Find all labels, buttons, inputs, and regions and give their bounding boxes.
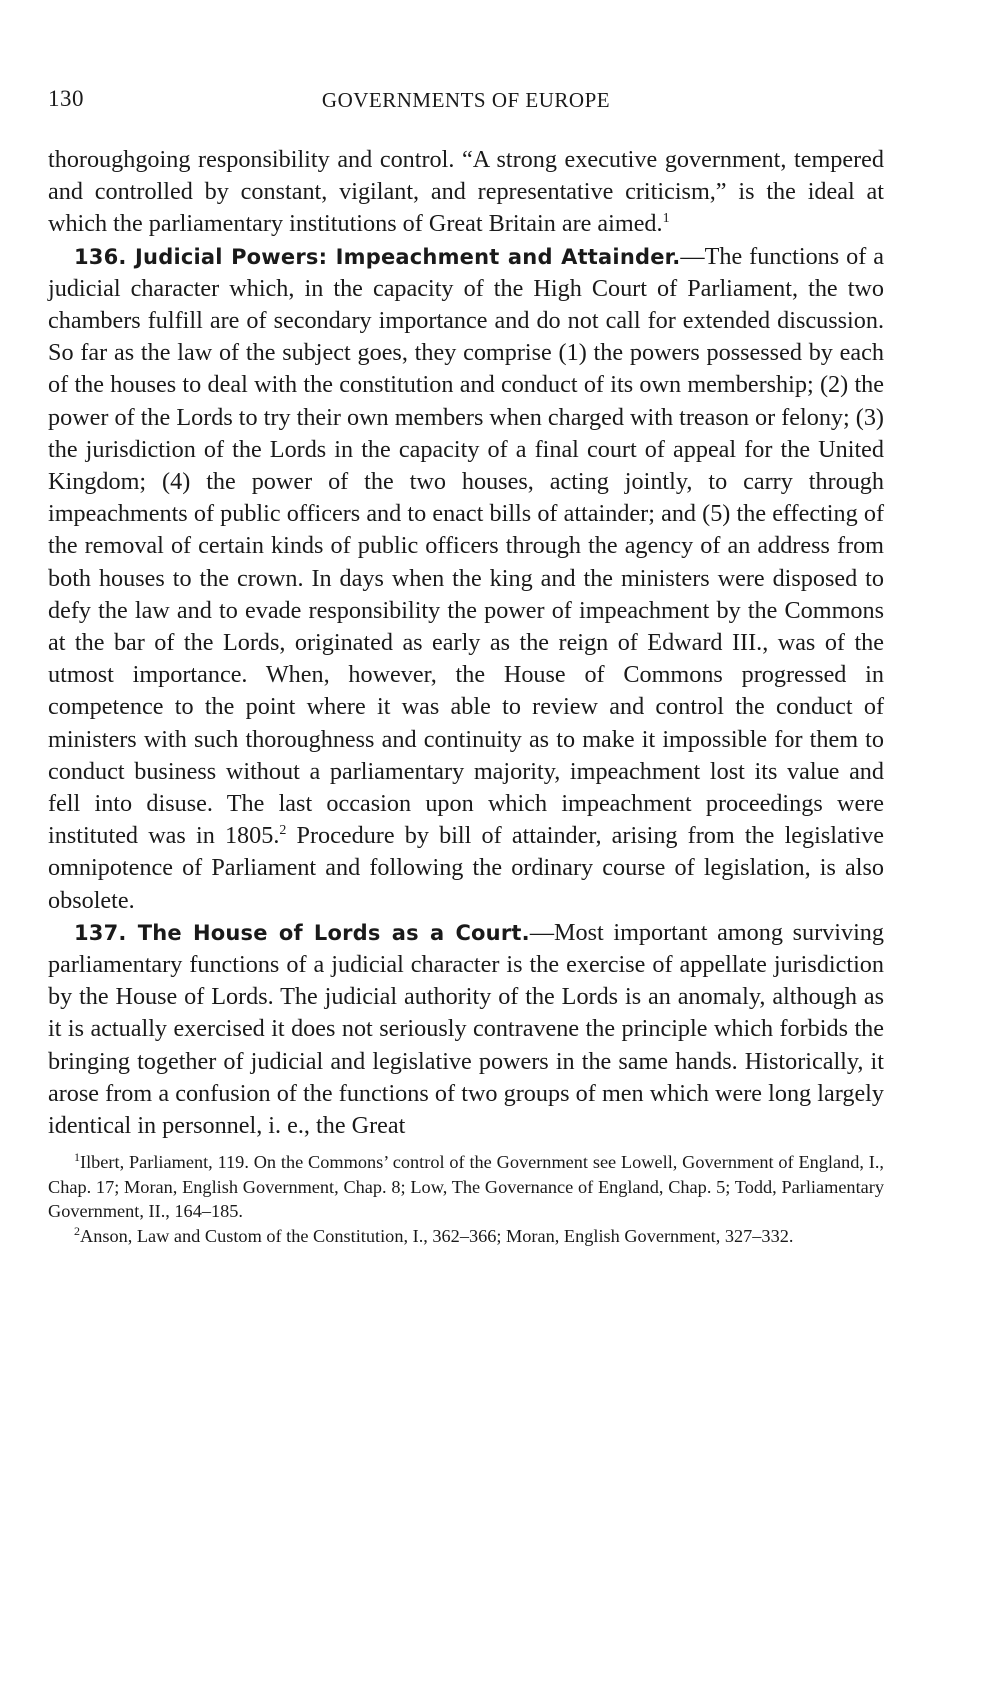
footnote-text: Anson, Law and Custom of the Constitution, I., 362–366; Moran, English Government, 327–332. xyxy=(80,1226,794,1247)
footnote-marker: 1 xyxy=(74,1150,80,1165)
page-number: 130 xyxy=(48,86,84,111)
footnote-ref: 1 xyxy=(662,211,670,227)
section-heading: 136. Judicial Powers: Impeachment and Attainder. xyxy=(74,244,681,269)
running-title: GOVERNMENTS OF EUROPE xyxy=(321,88,611,112)
paragraph-continued xyxy=(48,144,884,241)
footnote xyxy=(48,1150,884,1224)
paragraph-text: Procedure by bill of attainder, arising from the legislative omnipotence of Parliament and following the ordinary course of legislation, is also obsolete. xyxy=(48,822,884,914)
section-136-paragraph xyxy=(48,241,884,917)
running-head xyxy=(48,82,884,122)
footnote-text: Ilbert, Parliament, 119. On the Commons’ control of the Government see Lowell, Government of England, I., Chap. 17; Moran, English Government, Chap. 8; Low, The Governance of England, Chap. 5; Todd, Parliamentary Government, II., 164–185. xyxy=(48,1152,884,1222)
footnotes xyxy=(48,1150,884,1248)
paragraph-text: thoroughgoing responsibility and control. “A strong executive government, tempered and controlled by constant, vigilant, and representative criticism,” is the ideal at which the parliamentary institutions of Great Britain are aimed. xyxy=(48,146,884,238)
paragraph-text: —The functions of a judicial character which, in the capacity of the High Court of Parliament, the two chambers fulfill are of secondary importance and do not call for extended discussion. So far as the law of the subject goes, they comprise (1) the powers possessed by each of the houses to deal with the constitution and conduct of its own membership; (2) the power of the Lords to try their own members when charged with treason or felony; (3) the jurisdiction of the Lords in the capacity of a final court of appeal for the United Kingdom; (4) the power of the two houses, acting jointly, to carry through impeachments of public officers and to enact bills of attainder; and (5) the effecting of the removal of certain kinds of public officers through the agency of an address from both houses to the crown. In days when the king and the ministers were disposed to defy the law and to evade responsibility the power of impeachment by the Commons at the bar of the Lords, originated as early as the reign of Edward III., was of the utmost importance. When, however, the House of Commons progressed in competence to the point where it was able to review and control the conduct of ministers with such thoroughness and continuity as to make it impossible for them to conduct business without a parliamentary majority, impeachment lost its value and fell into disuse. The last occasion upon which impeachment proceedings were instituted was in 1805. xyxy=(48,242,884,850)
body-text xyxy=(48,144,884,1142)
footnote xyxy=(48,1224,884,1249)
section-137-paragraph xyxy=(48,917,884,1142)
footnote-ref: 2 xyxy=(279,823,287,839)
book-page xyxy=(48,82,884,1249)
paragraph-text: —Most important among surviving parliamentary functions of a judicial character is the exercise of appellate jurisdiction by the House of Lords. The judicial authority of the Lords is an anomaly, although as it is actually exercised it does not seriously contravene the principle which forbids the bringing together of judicial and legislative powers in the same hands. Historically, it arose from a confusion of the functions of two groups of men which were long largely identical in personnel, i. e., the Great xyxy=(48,918,884,1140)
footnote-marker: 2 xyxy=(74,1224,80,1239)
section-heading: 137. The House of Lords as a Court. xyxy=(74,920,530,945)
